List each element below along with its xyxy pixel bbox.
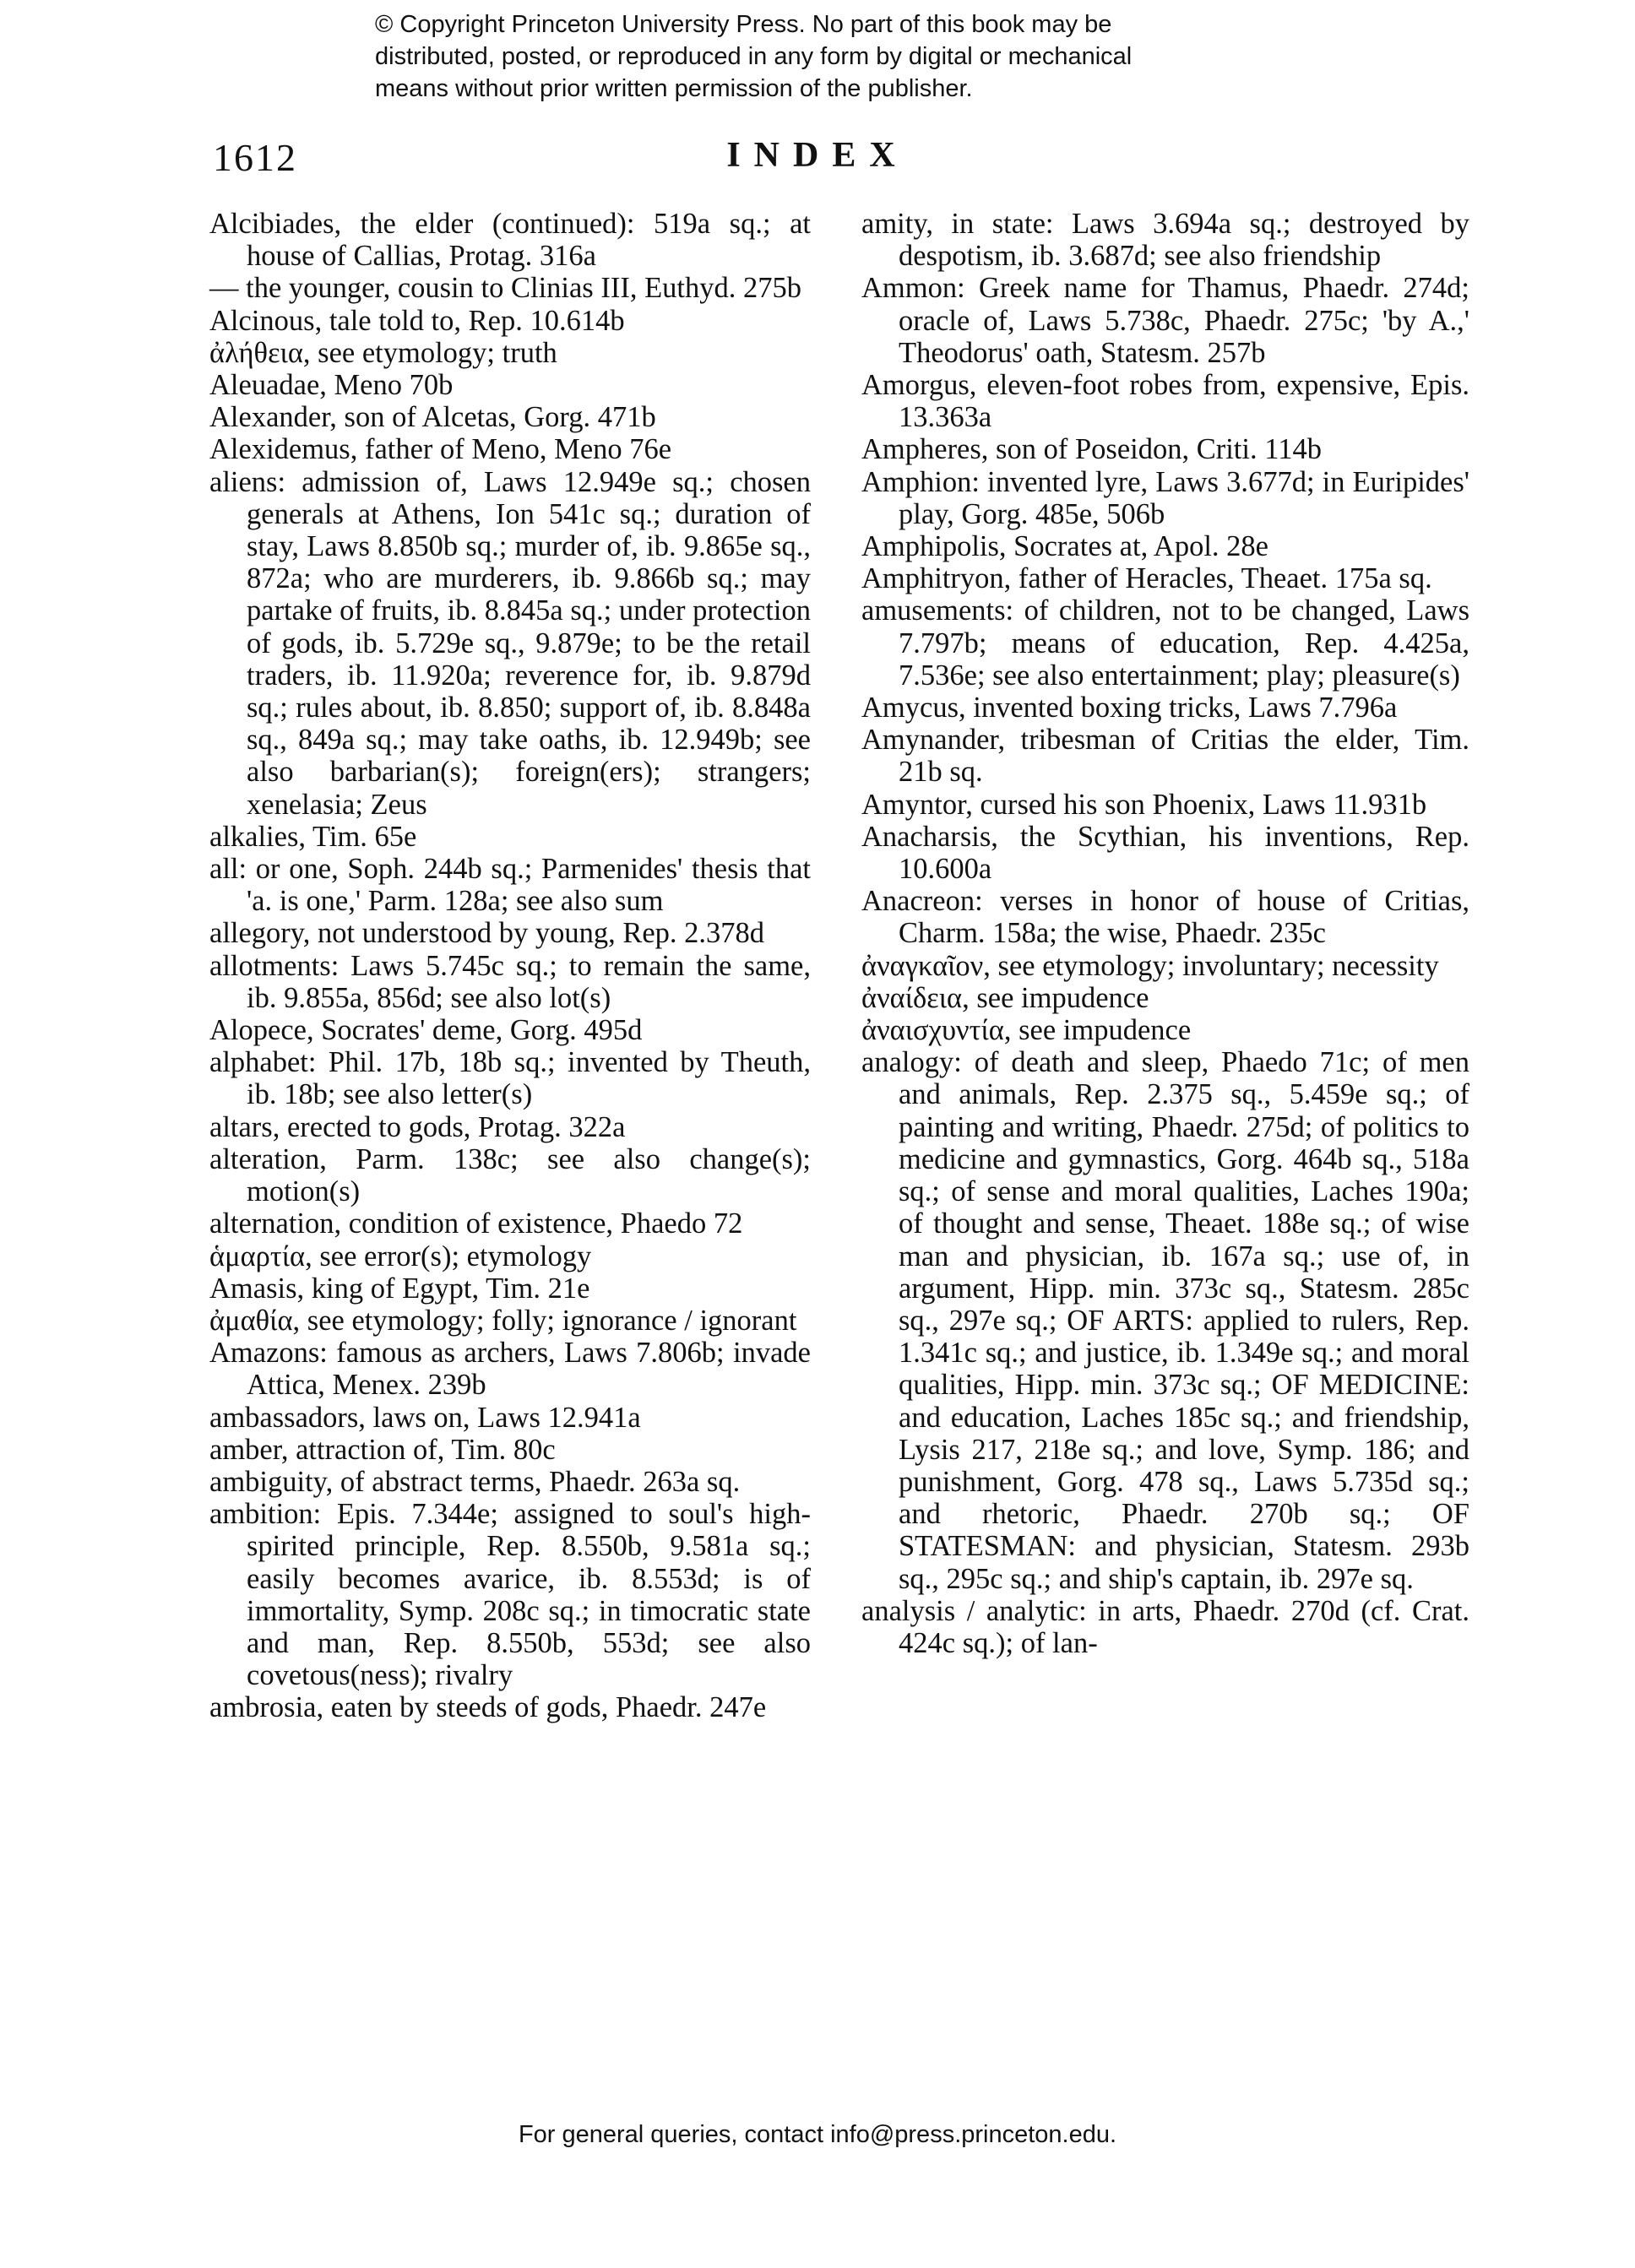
index-entry: Ammon: Greek name for Thamus, Phaedr. 274d; oracle of, Laws 5.738c, Phaedr. 275c; 'by A.,' Theodorus' oath, Statesm. 257b	[861, 272, 1469, 369]
index-entry: analysis / analytic: in arts, Phaedr. 270d (cf. Crat. 424c sq.); of lan-	[861, 1594, 1469, 1659]
index-entry: ambiguity, of abstract terms, Phaedr. 263a sq.	[209, 1465, 741, 1498]
index-entry: analogy: of death and sleep, Phaedo 71c; of men and animals, Rep. 2.375 sq., 5.459e sq.; of painting and writing, Phaedr. 275d; of politics to medicine and gymnastics, Gorg. 464b sq., 518a sq.; of sense and moral qualities, Laches 190a; of thought and sense, Theaet. 188e sq.; of wise man and physician, ib. 167a sq.; use of, in argument, Hipp. min. 373c sq., Statesm. 285c sq., 297e sq.; OF ARTS: applied to rulers, Rep. 1.341c sq.; and justice, ib. 1.349e sq.; and moral qualities, Hipp. min. 373c sq.; OF MEDICINE: and education, Laches 185c sq.; and friendship, Lysis 217, 218e sq.; and love, Symp. 186; and punishment, Gorg. 478 sq., Laws 5.735d sq.; and rhetoric, Phaedr. 270b sq.; OF STATESMAN: and physician, Statesm. 293b sq., 295c sq.; and ship's captain, ib. 297e sq.	[861, 1046, 1469, 1595]
index-entry: Amasis, king of Egypt, Tim. 21e	[209, 1272, 590, 1305]
index-entry: Alexidemus, father of Meno, Meno 76e	[209, 433, 672, 466]
index-entry: ambition: Epis. 7.344e; assigned to soul's high-spirited principle, Rep. 8.550b, 9.581a sq.; easily becomes avarice, ib. 8.553d; is of immortality, Symp. 208c sq.; in timocratic state and man, Rep. 8.550b, 553d; see also covetous(ness); rivalry	[209, 1498, 811, 1692]
copyright-notice	[375, 8, 1304, 105]
index-entry: ἀμαθία, see etymology; folly; ignorance / ignorant	[209, 1304, 797, 1337]
index-entry: ἀναίδεια, see impudence	[861, 981, 1149, 1014]
index-entry: ἀναγκαῖον, see etymology; involuntary; necessity	[861, 949, 1439, 982]
page-number: 1612	[213, 136, 297, 179]
index-entry: amusements: of children, not to be changed, Laws 7.797b; means of education, Rep. 4.425a, 7.536e; see also entertainment; play; pleasure(s)	[861, 594, 1469, 692]
copyright-line: means without prior written permission of the publisher.	[375, 75, 973, 102]
index-entry: Alexander, son of Alcetas, Gorg. 471b	[209, 401, 656, 434]
index-entry: amber, attraction of, Tim. 80c	[209, 1433, 556, 1466]
index-entry: Amazons: famous as archers, Laws 7.806b; invade Attica, Menex. 239b	[209, 1337, 811, 1402]
index-entry: alkalies, Tim. 65e	[209, 820, 417, 853]
index-entry: Aleuadae, Meno 70b	[209, 369, 454, 402]
index-entry: Amycus, invented boxing tricks, Laws 7.796a	[861, 692, 1398, 724]
index-entry: Amphion: invented lyre, Laws 3.677d; in Euripides' play, Gorg. 485e, 506b	[861, 465, 1469, 530]
copyright-line: © Copyright Princeton University Press. No part of this book may be	[375, 11, 1112, 38]
index-entry: Amphitryon, father of Heracles, Theaet. 175a sq.	[861, 562, 1432, 595]
running-head: INDEX	[726, 136, 909, 175]
index-entry: ἁμαρτία, see error(s); etymology	[209, 1240, 592, 1272]
footer-contact: For general queries, contact info@press.princeton.edu.	[518, 2121, 1117, 2148]
index-entry: — the younger, cousin to Clinias III, Euthyd. 275b	[209, 272, 801, 305]
index-entry: ambassadors, laws on, Laws 12.941a	[209, 1401, 641, 1434]
index-entry: Alcinous, tale told to, Rep. 10.614b	[209, 304, 625, 337]
index-entry: altars, erected to gods, Protag. 322a	[209, 1110, 626, 1143]
index-entry: allotments: Laws 5.745c sq.; to remain the same, ib. 9.855a, 856d; see also lot(s)	[209, 949, 811, 1014]
index-entry: alphabet: Phil. 17b, 18b sq.; invented by Theuth, ib. 18b; see also letter(s)	[209, 1046, 811, 1111]
index-entry: ambrosia, eaten by steeds of gods, Phaedr. 247e	[209, 1691, 767, 1724]
index-entry: alteration, Parm. 138c; see also change(s); motion(s)	[209, 1142, 811, 1208]
index-entry: amity, in state: Laws 3.694a sq.; destroyed by despotism, ib. 3.687d; see also friendship	[861, 208, 1469, 273]
index-entry: Alopece, Socrates' deme, Gorg. 495d	[209, 1014, 643, 1047]
index-entry: ἀναισχυντία, see impudence	[861, 1014, 1192, 1047]
index-entry: Alcibiades, the elder (continued): 519a sq.; at house of Callias, Protag. 316a	[209, 208, 811, 273]
index-column-left	[209, 208, 811, 1724]
index-entry: Amynander, tribesman of Critias the elder, Tim. 21b sq.	[861, 724, 1469, 789]
index-entry: all: or one, Soph. 244b sq.; Parmenides' thesis that 'a. is one,' Parm. 128a; see also sum	[209, 853, 811, 918]
index-entry: Amphipolis, Socrates at, Apol. 28e	[861, 530, 1268, 563]
index-entry: Amorgus, eleven-foot robes from, expensive, Epis. 13.363a	[861, 369, 1469, 434]
index-entry: allegory, not understood by young, Rep. 2.378d	[209, 917, 765, 950]
index-column-right	[861, 208, 1469, 1659]
copyright-line: distributed, posted, or reproduced in any form by digital or mechanical	[375, 43, 1133, 70]
index-entry: aliens: admission of, Laws 12.949e sq.; chosen generals at Athens, Ion 541c sq.; duration of stay, Laws 8.850b sq.; murder of, ib. 9.865e sq., 872a; who are murderers, ib. 9.866b sq.; may partake of fruits, ib. 8.845a sq.; under protection of gods, ib. 5.729e sq., 9.879e; to be the retail traders, ib. 11.920a; reverence for, ib. 9.879d sq.; rules about, ib. 8.850; support of, ib. 8.848a sq., 849a sq.; may take oaths, ib. 12.949b; see also barbarian(s); foreign(ers); strangers; xenelasia; Zeus	[209, 465, 811, 821]
index-entry: alternation, condition of existence, Phaedo 72	[209, 1207, 743, 1240]
index-entry: Anacreon: verses in honor of house of Critias, Charm. 158a; the wise, Phaedr. 235c	[861, 885, 1469, 950]
index-entry: Amyntor, cursed his son Phoenix, Laws 11.931b	[861, 788, 1427, 821]
index-entry: Anacharsis, the Scythian, his inventions, Rep. 10.600a	[861, 820, 1469, 886]
index-entry: Ampheres, son of Poseidon, Criti. 114b	[861, 433, 1322, 466]
index-entry: ἀλήθεια, see etymology; truth	[209, 336, 557, 369]
